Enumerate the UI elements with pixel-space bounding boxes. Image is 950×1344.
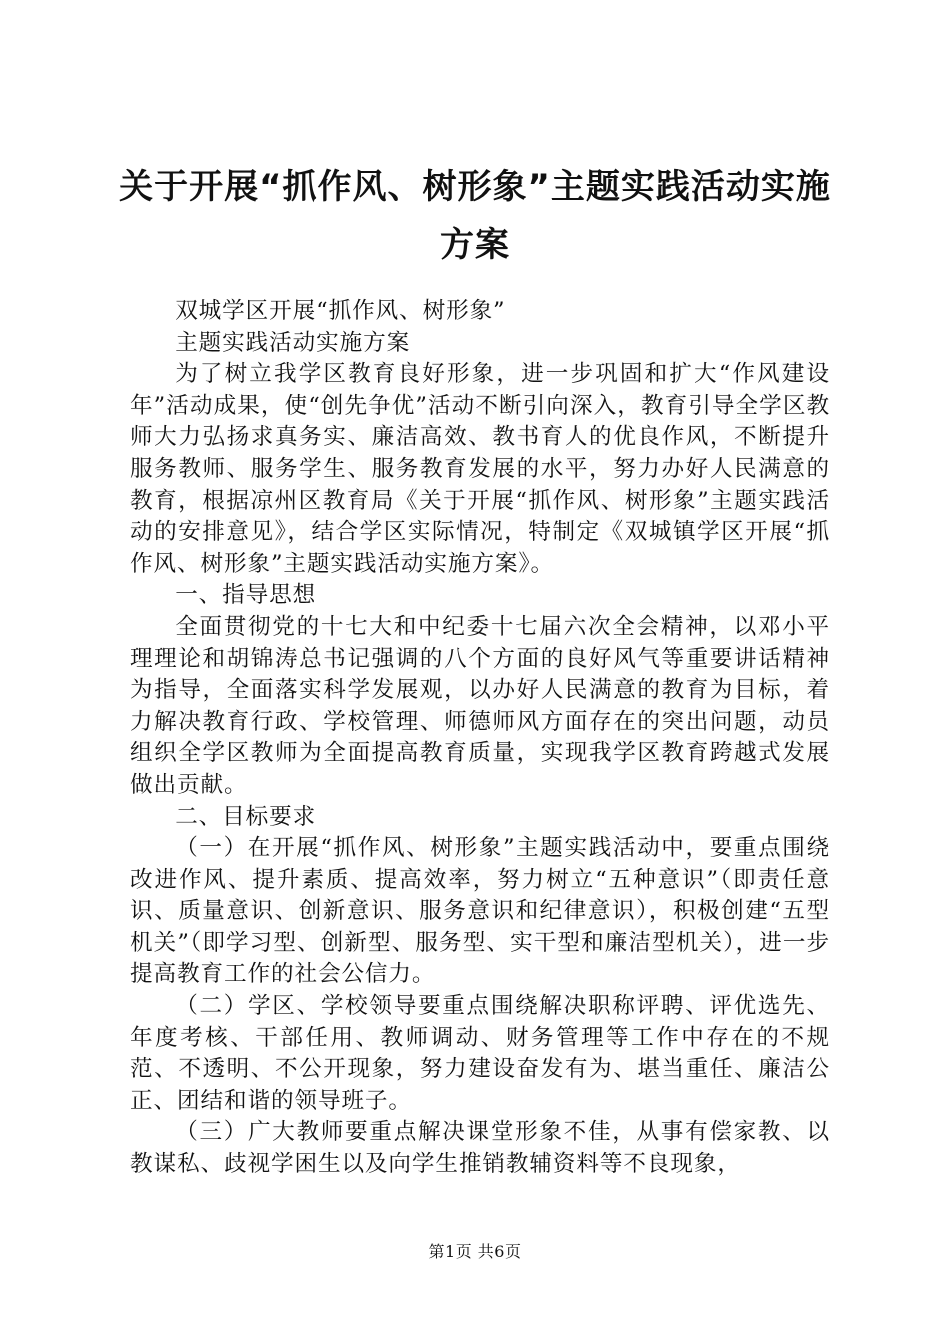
paragraph-intro: 为了树立我学区教育良好形象，进一步巩固和扩大“作风建设年”活动成果，使“创先争优”活动不断引向深入，教育引导全学区教师大力弘扬求真务实、廉洁高效、教书育人的优良作风，不断提升服务教师、服务学生、服务教育发展的水平，努力办好人民满意的教育，根据凉州区教育局《关于开展“抓作风、树形象”主题实践活动的安排意见》，结合学区实际情况，特制定《双城镇学区开展“抓作风、树形象”主题实践活动实施方案》。 bbox=[130, 361, 830, 577]
paragraph-subtitle-line-2: 主题实践活动实施方案 bbox=[175, 329, 411, 356]
section-heading-goals: 二、目标要求 bbox=[175, 803, 317, 830]
paragraph-guiding-thought: 全面贯彻党的十七大和中纪委十七届六次全会精神，以邓小平理理论和胡锦涛总书记强调的八个方面的良好风气等重要讲话精神为指导，全面落实科学发展观，以办好人民满意的教育为目标，着力解决教育行政、学校管理、师德师风方面存在的突出问题，动员组织全学区教师为全面提高教育质量，实现我学区教育跨越式发展做出贡献。 bbox=[130, 613, 830, 798]
page-number-footer: 第1页 共6页 bbox=[428, 1242, 522, 1261]
paragraph-subtitle-line-1: 双城学区开展“抓作风、树形象” bbox=[175, 298, 506, 324]
paragraph-goal-3: （三）广大教师要重点解决课堂形象不佳，从事有偿家教、以教谋私、歧视学困生以及向学生推销教辅资料等不良现象， bbox=[130, 1119, 830, 1178]
document-body bbox=[130, 296, 830, 1181]
paragraph-goal-2: （二）学区、学校领导要重点围绕解决职称评聘、评优选先、年度考核、干部任用、教师调动、财务管理等工作中存在的不规范、不透明、不公开现象，努力建设奋发有为、堪当重任、廉洁公正、团结和谐的领导班子。 bbox=[130, 993, 830, 1114]
section-heading-guiding-thought: 一、指导思想 bbox=[175, 582, 317, 609]
document-title: 关于开展“抓作风、树形象”主题实践活动实施方案 bbox=[119, 167, 831, 265]
paragraph-goal-1: （一）在开展“抓作风、树形象”主题实践活动中，要重点围绕改进作风、提升素质、提高效率，努力树立“五种意识”（即责任意识、质量意识、创新意识、服务意识和纪律意识），积极创建“五型机关”（即学习型、创新型、服务型、实干型和廉洁型机关），进一步提高教育工作的社会公信力。 bbox=[130, 835, 830, 988]
